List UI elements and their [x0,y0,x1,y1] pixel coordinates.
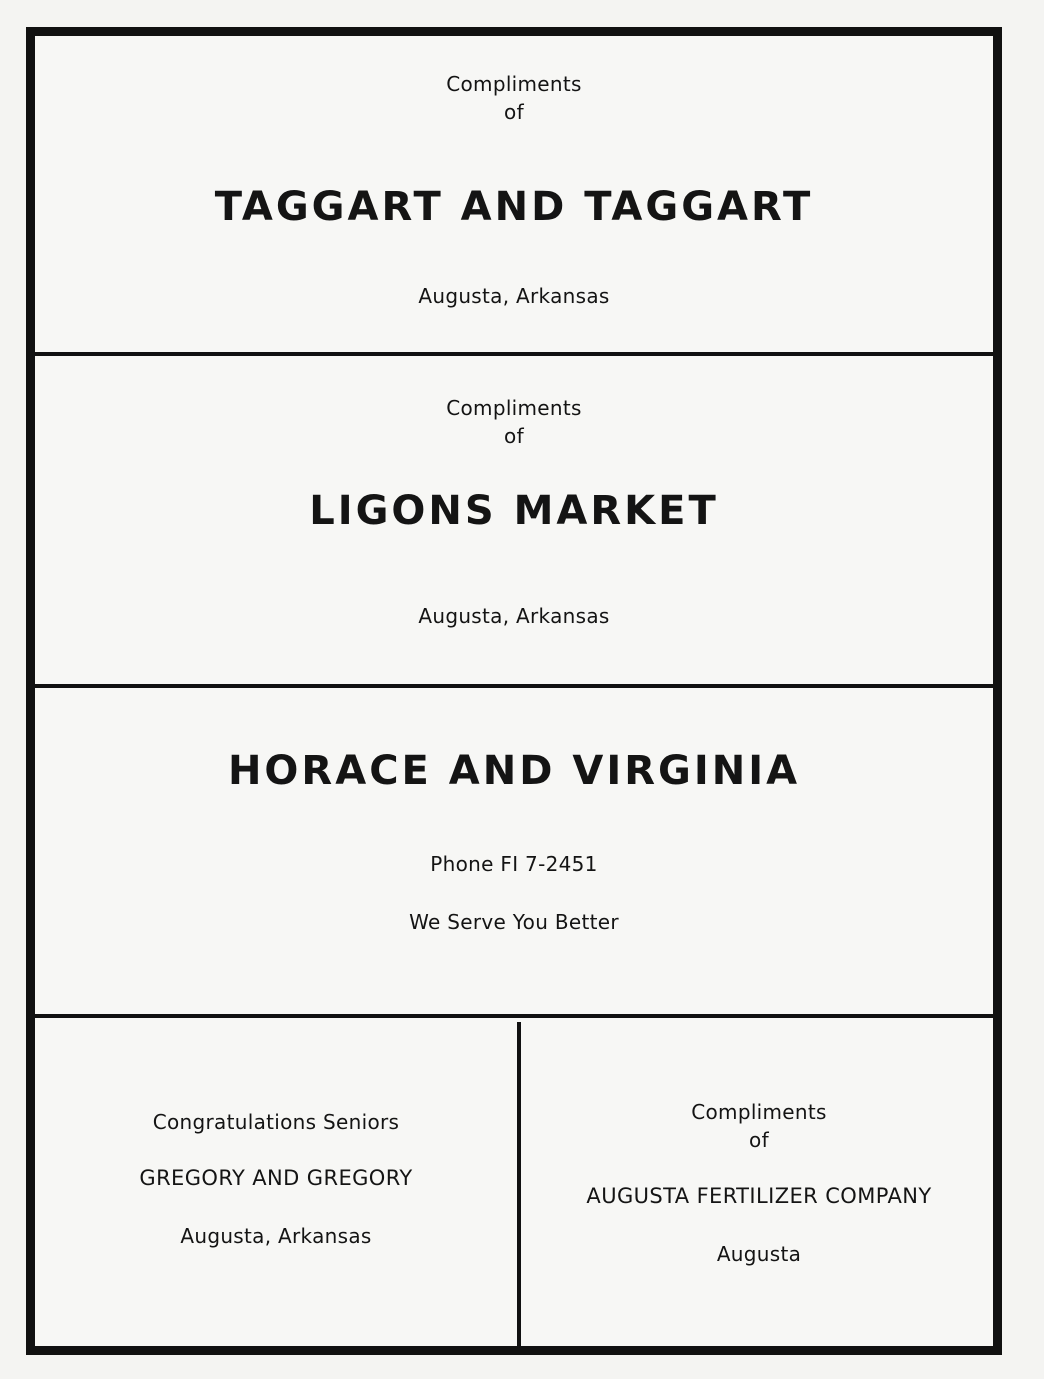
ad-gregory-and-gregory [35,1022,521,1346]
of-label: of [749,1128,769,1152]
slogan-text: We Serve You Better [409,910,619,934]
location-text: Augusta [716,1242,802,1266]
phone-text: Phone FI 7-2451 [430,852,598,876]
business-name: LIGONS MARKET [309,488,719,534]
location-text: Augusta, Arkansas [418,604,610,628]
greeting-text: Congratulations Seniors [152,1110,400,1134]
compliments-label: Compliments [446,396,582,420]
of-label: of [504,424,524,448]
business-name: GREGORY AND GREGORY [139,1166,413,1190]
ad-augusta-fertilizer-company [525,1022,993,1346]
business-name: TAGGART AND TAGGART [214,184,814,230]
ad-taggart-and-taggart [35,36,993,356]
compliments-label: Compliments [446,72,582,96]
location-text: Augusta, Arkansas [418,284,610,308]
page-frame [26,27,1002,1355]
ad-horace-and-virginia [35,692,993,1018]
ad-ligons-market [35,360,993,688]
location-text: Augusta, Arkansas [180,1224,372,1248]
of-label: of [504,100,524,124]
business-name: HORACE AND VIRGINIA [227,748,801,794]
business-name: AUGUSTA FERTILIZER COMPANY [586,1184,932,1208]
compliments-label: Compliments [691,1100,827,1124]
